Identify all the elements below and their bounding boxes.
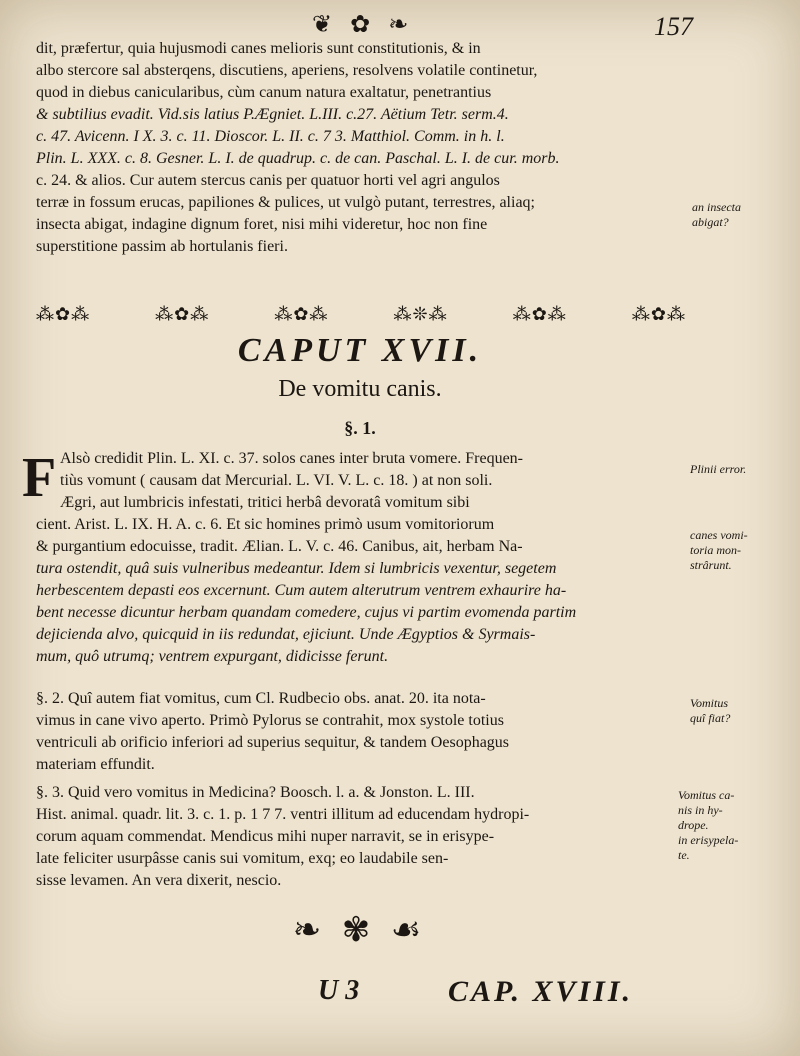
margin-line: nis in hy- xyxy=(678,803,723,817)
margin-line: quî fiat? xyxy=(690,711,731,725)
margin-line: drope. xyxy=(678,818,709,832)
rule-segment: ⁂✿⁂ xyxy=(274,303,329,324)
text-line: tiùs vomunt ( causam dat Mercurial. L. VI. V. L. c. 18. ) at non soli. xyxy=(60,472,493,489)
text-line: Ægri, aut lumbricis infestati, tritici herbâ devoratâ vomitum sibi xyxy=(60,494,470,511)
margin-line: strârunt. xyxy=(690,558,732,572)
text-line: sisse levamen. An vera dixerit, nescio. xyxy=(36,872,282,889)
text-line: cient. Arist. L. IX. H. A. c. 6. Et sic homines primò usum vomitoriorum xyxy=(36,516,495,533)
margin-line: te. xyxy=(678,848,690,862)
text-line: Plin. L. XXX. c. 8. Gesner. L. I. de quadrup. c. de can. Paschal. L. I. de cur. morb. xyxy=(36,150,560,167)
text-line: §. 3. Quid vero vomitus in Medicina? Boosch. l. a. & Jonston. L. III. xyxy=(36,784,475,801)
text-line: Alsò credidit Plin. L. XI. c. 37. solos canes inter bruta vomere. Frequen- xyxy=(60,450,523,467)
margin-line: toria mon- xyxy=(690,543,741,557)
text-line: superstitione passim ab hortulanis fieri. xyxy=(36,238,288,255)
text-line: albo stercore sal absterqens, discutiens, aperiens, resolvens volatile continetur, xyxy=(36,62,538,79)
chapter-title: CAPUT XVII. xyxy=(237,332,483,369)
paragraph-section-3 xyxy=(36,782,686,892)
chapter-subtitle: De vomitu canis. xyxy=(278,376,442,402)
margin-line: abigat? xyxy=(692,215,729,229)
margin-note-insecta xyxy=(692,200,741,230)
ornamental-rule xyxy=(36,300,686,328)
text-line: insecta abigat, indagine dignum foret, nisi mihi videretur, hoc non fine xyxy=(36,216,488,233)
rule-segment: ⁂✿⁂ xyxy=(512,303,567,324)
text-line: materiam effundit. xyxy=(36,756,155,773)
margin-note-hydrops xyxy=(678,788,738,863)
text-line: corum aquam commendat. Mendicus mihi nuper narravit, se in erisype- xyxy=(36,828,495,845)
text-line: & purgantium edocuisse, tradit. Ælian. L. V. c. 46. Canibus, ait, herbam Na- xyxy=(36,538,523,555)
rule-segment: ⁂✿⁂ xyxy=(155,303,210,324)
margin-note-plinii xyxy=(690,462,746,477)
drop-cap: F xyxy=(22,447,57,509)
text-line: §. 2. Quî autem fiat vomitus, cum Cl. Rudbecio obs. anat. 20. ita nota- xyxy=(36,690,486,707)
text-line: late feliciter usurpâsse canis sui vomitum, exq; eo laudabile sen- xyxy=(36,850,449,867)
margin-note-canes xyxy=(690,528,748,573)
section-mark: §. 1. xyxy=(344,418,376,438)
text-line: ventriculi ab orificio inferiori ad superius sequitur, & tandem Oesophagus xyxy=(36,734,510,751)
text-line: c. 47. Avicenn. I X. 3. c. 11. Dioscor. L. II. c. 7 3. Matthiol. Comm. in h. l. xyxy=(36,128,505,145)
catchword: CAP. XVIII. xyxy=(448,975,634,1008)
margin-line: an insecta xyxy=(692,200,741,214)
text-line: & subtilius evadit. Vid.sis latius P.Ægniet. L.III. c.27. Aëtium Tetr. serm.4. xyxy=(36,106,509,123)
text-line: bent necesse dicuntur herbam quandam comedere, cujus vi partim evomenda partim xyxy=(36,604,577,621)
text-line: vimus in cane vivo aperto. Primò Pylorus se contrahit, mox systole totius xyxy=(36,712,504,729)
margin-line: Vomitus xyxy=(690,696,729,710)
head-ornament: ❦ ✿ ❧ xyxy=(312,12,415,38)
margin-note-vomitus xyxy=(690,696,730,726)
text-line: dit, præfertur, quia hujusmodi canes melioris sunt constitutionis, & in xyxy=(36,40,481,57)
text-line: terræ in fossum erucas, papiliones & pulices, ut vulgò putant, terrestres, aliaq; xyxy=(36,194,535,211)
margin-line: Plinii error. xyxy=(690,462,747,476)
rule-segment: ⁂❊⁂ xyxy=(393,303,448,324)
text-line: quod in diebus canicularibus, cùm canum natura exaltatur, penetrantius xyxy=(36,84,492,101)
text-line: herbescentem depasti eos excernunt. Cum autem alterutrum ventrem exhaurire ha- xyxy=(36,582,567,599)
paragraph-dog-dung xyxy=(36,38,686,258)
margin-line: Vomitus ca- xyxy=(678,788,735,802)
rule-segment: ⁂✿⁂ xyxy=(36,303,91,324)
margin-line: in erisypela- xyxy=(678,833,739,847)
page-number: 157 xyxy=(654,12,693,41)
paragraph-vomiting xyxy=(36,448,686,668)
rule-segment: ⁂✿⁂ xyxy=(631,303,686,324)
paragraph-section-2 xyxy=(36,688,686,776)
running-head xyxy=(0,8,800,42)
text-line: c. 24. & alios. Cur autem stercus canis per quatuor horti vel agri angulos xyxy=(36,172,500,189)
text-line: tura ostendit, quâ suis vulneribus medeantur. Idem si lumbricis vexentur, segetem xyxy=(36,560,557,577)
margin-line: canes vomi- xyxy=(690,528,748,542)
text-line: mum, quô utrumq; ventrem expurgant, didicisse ferunt. xyxy=(36,648,389,665)
tail-ornament: ❧ ✾ ☙ xyxy=(292,912,428,949)
text-line: dejicienda alvo, quicquid in iis redundat, ejiciunt. Unde Ægyptios & Syrmais- xyxy=(36,626,536,643)
signature-mark: U 3 xyxy=(318,975,360,1006)
text-line: Hist. animal. quadr. lit. 3. c. 1. p. 1 7 7. ventri illitum ad educendam hydropi- xyxy=(36,806,530,823)
